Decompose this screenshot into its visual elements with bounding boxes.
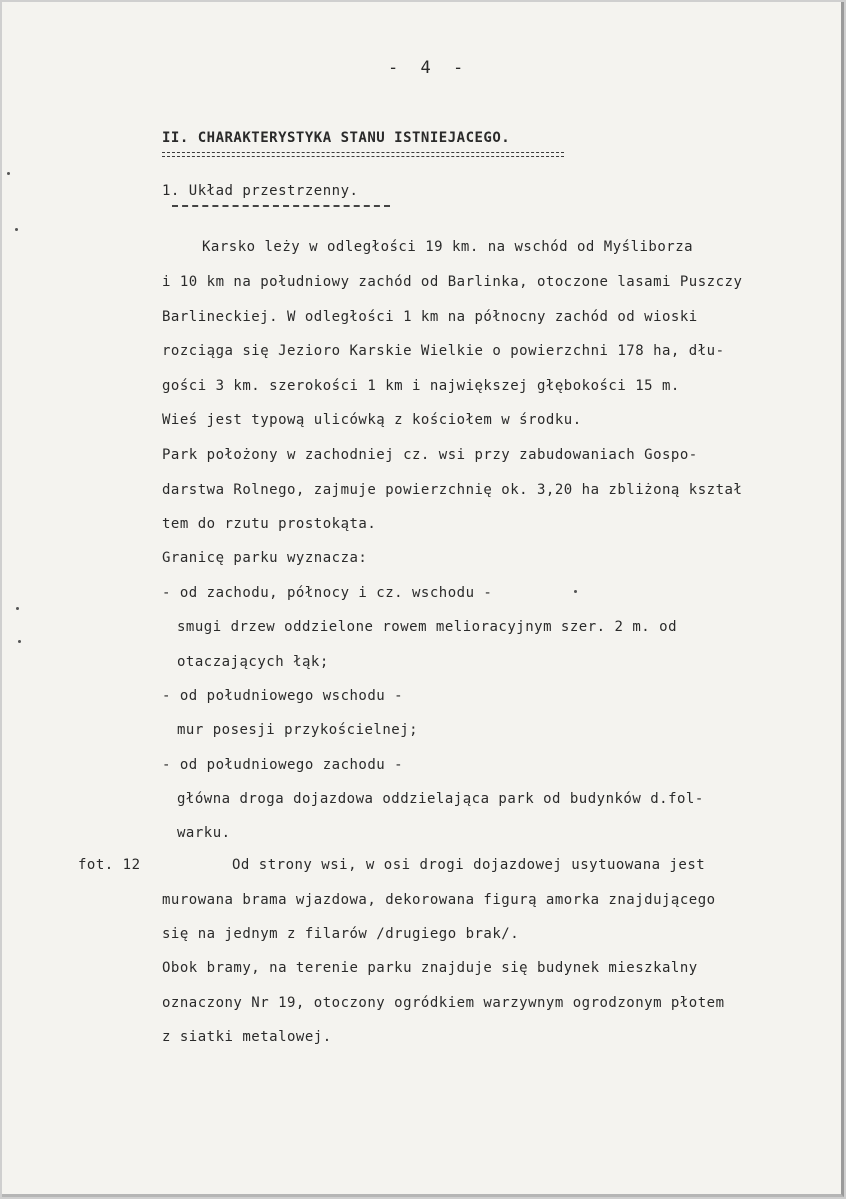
list-item-text: otaczających łąk; — [177, 654, 329, 670]
margin-speck — [574, 590, 577, 593]
list-item-text: warku. — [177, 825, 231, 841]
margin-speck — [18, 640, 21, 643]
margin-speck — [16, 607, 19, 610]
text-line: Granicę parku wyznacza: — [162, 550, 368, 566]
list-item-text: główna droga dojazdowa oddzielająca park od budynków d.fol- — [177, 791, 704, 807]
text-line: rozciąga się Jezioro Karskie Wielkie o powierzchni 178 ha, dłu- — [162, 343, 725, 359]
subsection-title: 1. Układ przestrzenny. — [162, 183, 359, 199]
text-line: Od strony wsi, w osi drogi dojazdowej usytuowana jest — [232, 857, 706, 873]
text-line: Obok bramy, na terenie parku znajduje się budynek mieszkalny — [162, 960, 698, 976]
text-line: Park położony w zachodniej cz. wsi przy zabudowaniach Gospo- — [162, 447, 698, 463]
section-title-double-underline — [162, 152, 564, 157]
text-line: się na jednym z filarów /drugiego brak/. — [162, 926, 520, 942]
margin-note: fot. 12 — [78, 857, 141, 873]
list-item-heading: - od zachodu, północy i cz. wschodu - — [162, 585, 493, 601]
margin-speck — [15, 228, 18, 231]
margin-speck — [7, 172, 10, 175]
list-item-text: mur posesji przykościelnej; — [177, 722, 419, 738]
section-title: II. CHARAKTERYSTYKA STANU ISTNIEJACEGO. — [162, 130, 511, 146]
text-line: gości 3 km. szerokości 1 km i największej głębokości 15 m. — [162, 378, 680, 394]
text-line: oznaczony Nr 19, otoczony ogródkiem warzywnym ogrodzonym płotem — [162, 995, 725, 1011]
text-line: murowana brama wjazdowa, dekorowana figurą amorka znajdującego — [162, 892, 716, 908]
document-page — [2, 2, 844, 1197]
text-line: tem do rzutu prostokąta. — [162, 516, 377, 532]
text-line: darstwa Rolnego, zajmuje powierzchnię ok. 3,20 ha zbliżoną kształ — [162, 482, 743, 498]
list-item-heading: - od południowego zachodu - — [162, 757, 404, 773]
list-item-heading: - od południowego wschodu - — [162, 688, 404, 704]
text-line: Karsko leży w odległości 19 km. na wschód od Myśliborza — [202, 239, 694, 255]
page-number: - 4 - — [388, 58, 470, 78]
text-line: z siatki metalowej. — [162, 1029, 332, 1045]
list-item-text: smugi drzew oddzielone rowem melioracyjnym szer. 2 m. od — [177, 619, 678, 635]
text-line: i 10 km na południowy zachód od Barlinka, otoczone lasami Puszczy — [162, 274, 743, 290]
subsection-title-underline — [172, 205, 390, 207]
text-line: Wieś jest typową ulicówką z kościołem w środku. — [162, 412, 582, 428]
text-line: Barlineckiej. W odległości 1 km na północny zachód od wioski — [162, 309, 698, 325]
